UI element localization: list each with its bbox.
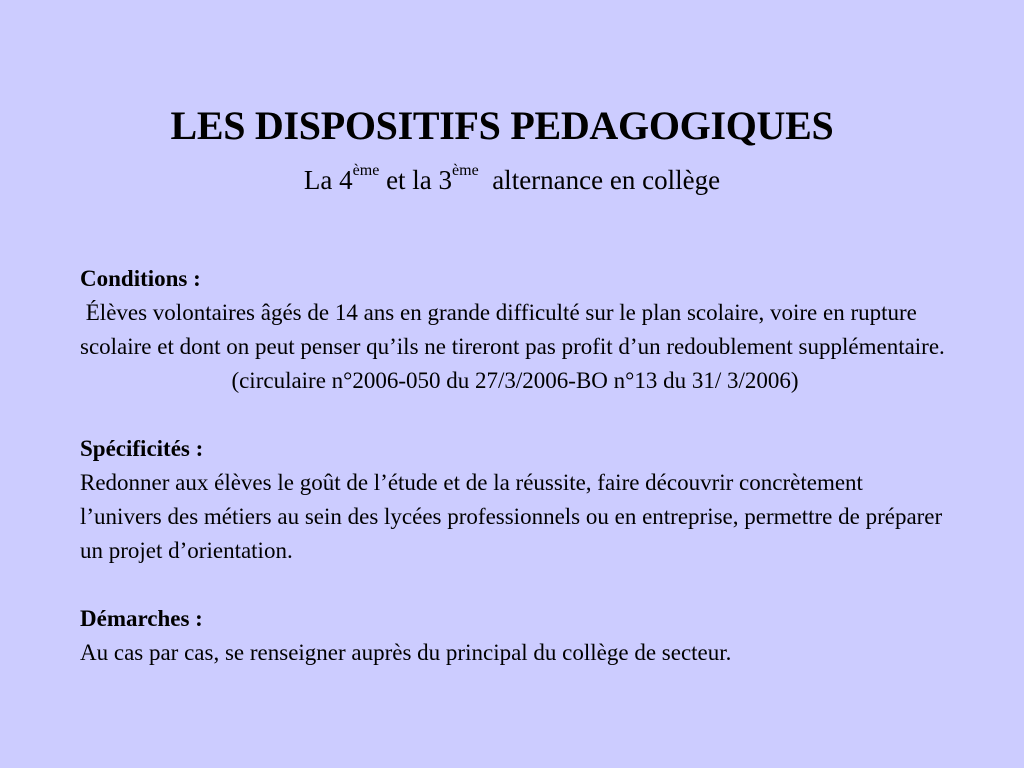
subtitle-part-2: et la 3 xyxy=(379,165,453,195)
subtitle-part-1: La 4 xyxy=(303,165,353,195)
section-spacer xyxy=(80,568,950,602)
specificites-heading: Spécificités : xyxy=(80,436,204,461)
slide-body xyxy=(80,262,950,670)
slide-subtitle xyxy=(0,160,1024,200)
conditions-text: Élèves volontaires âgés de 14 ans en grande difficulté sur le plan scolaire, voire en rupture scolaire et dont on peut penser qu’ils ne tireront pas profit d’un redoublement supplémentaire. xyxy=(80,300,945,359)
subtitle-superscript-2: ème xyxy=(452,162,479,179)
section-spacer xyxy=(80,398,950,432)
conditions-heading: Conditions : xyxy=(80,266,201,291)
specificites-text: Redonner aux élèves le goût de l’étude et de la réussite, faire découvrir concrètement l’univers des métiers au sein des lycées professionnels ou en entreprise, permettre de préparer un projet d’orientation. xyxy=(80,470,943,563)
conditions-reference: (circulaire n°2006-050 du 27/3/2006-BO n°13 du 31/ 3/2006) xyxy=(231,368,799,393)
demarches-text: Au cas par cas, se renseigner auprès du principal du collège de secteur. xyxy=(80,640,732,665)
subtitle-superscript-1: ème xyxy=(352,162,380,179)
subtitle-part-3: alternance en collège xyxy=(478,165,721,195)
slide-title: LES DISPOSITIFS PEDAGOGIQUES xyxy=(170,103,834,148)
demarches-heading: Démarches : xyxy=(80,606,203,631)
